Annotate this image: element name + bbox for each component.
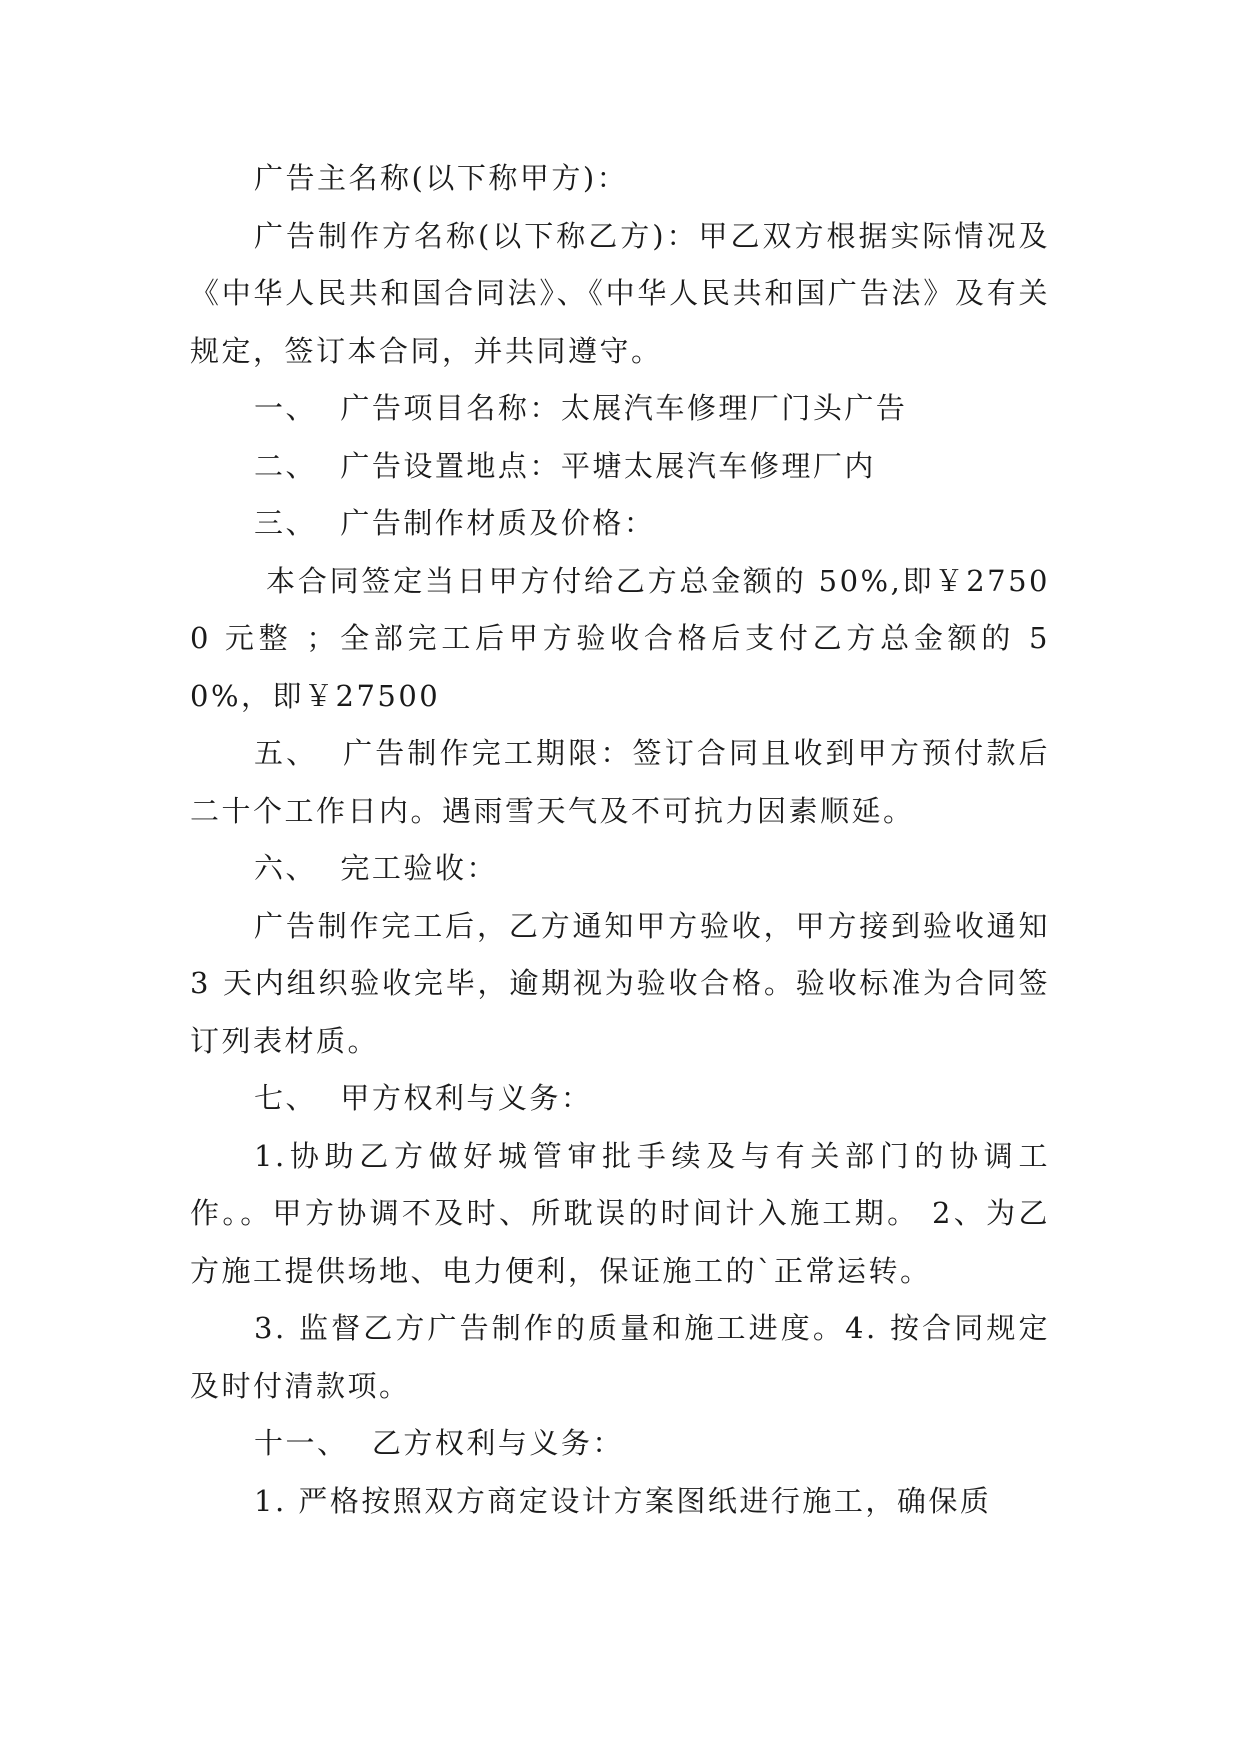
paragraph-party-a-rights-1-2: 1.协助乙方做好城管审批手续及与有关部门的协调工作。。甲方协调不及时、所耽误的时间计入施工期。 2、为乙方施工提供场地、电力便利，保证施工的`正常运转。 — [190, 1138, 1050, 1288]
paragraph-party-a-rights-3-4: 3. 监督乙方广告制作的质量和施工进度。4. 按合同规定及时付清款项。 — [190, 1311, 1050, 1403]
paragraph-location: 二、 广告设置地点：平塘太展汽车修理厂内 — [254, 448, 876, 483]
paragraph-party-b-rights-1: 1. 严格按照双方商定设计方案图纸进行施工，确保质 — [254, 1483, 992, 1518]
paragraph-acceptance-heading: 六、 完工验收： — [254, 851, 498, 885]
paragraph-party-b-preamble: 广告制作方名称(以下称乙方)：甲乙双方根据实际情况及《中华人民共和国合同法》、《中华人民共和国广告法》及有关规定，签订本合同，并共同遵守。 — [190, 218, 1050, 368]
paragraph-material-price: 三、 广告制作材质及价格： — [254, 506, 656, 540]
paragraph-party-b-rights-heading: 十一、 乙方权利与义务： — [254, 1426, 624, 1460]
paragraph-acceptance-details: 广告制作完工后，乙方通知甲方验收，甲方接到验收通知 3 天内组织验收完毕，逾期视为验收合格。验收标准为合同签订列表材质。 — [190, 908, 1062, 1058]
paragraph-party-a-rights-heading: 七、 甲方权利与义务： — [254, 1081, 593, 1115]
paragraph-deadline: 五、 广告制作完工期限：签订合同且收到甲方预付款后二十个工作日内。遇雨雪天气及不可抗力因素顺延。 — [190, 736, 1050, 828]
paragraph-project-name: 一、 广告项目名称：太展汽车修理厂门头广告 — [254, 391, 908, 425]
document-body — [190, 150, 1062, 1530]
paragraph-party-a: 广告主名称(以下称甲方)： — [254, 161, 629, 195]
paragraph-payment-terms: 本合同签定当日甲方付给乙方总金额的 50%,即￥27500 元整 ；全部完工后甲方验收合格后支付乙方总金额的 50%，即￥27500 — [190, 563, 1051, 713]
